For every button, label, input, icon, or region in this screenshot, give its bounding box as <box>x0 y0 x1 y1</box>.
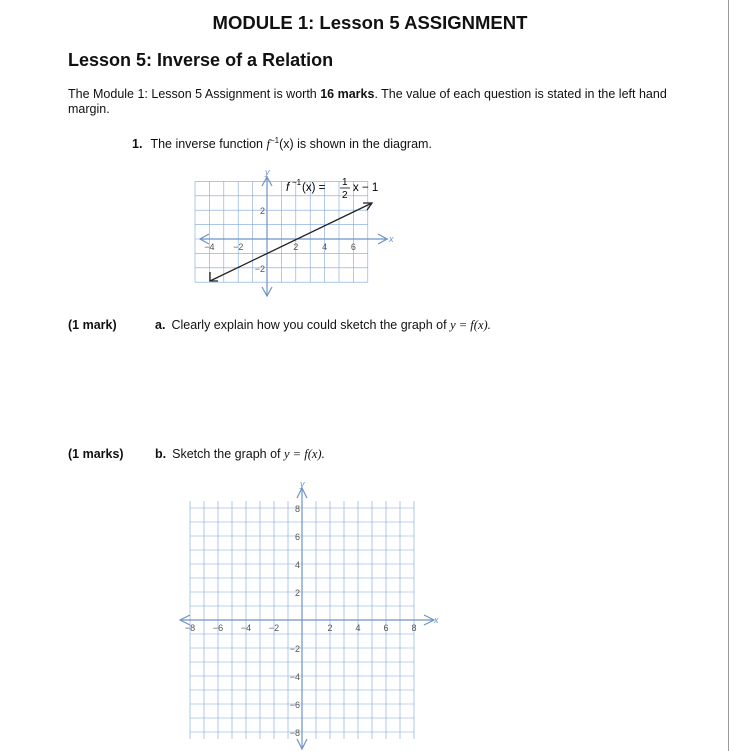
intro-text-end: . The value of each question is stated in the left hand margin. <box>68 87 667 116</box>
sketch-x-tick-label: 4 <box>355 623 361 633</box>
sketch-y-tick-label: −4 <box>289 672 300 682</box>
y-tick-label: 2 <box>259 206 265 217</box>
sketch-y-tick-label: 6 <box>294 532 300 542</box>
sketch-x-tick-label: −6 <box>212 623 224 633</box>
sketch-grid-graph <box>172 478 440 751</box>
y-tick-label: −2 <box>254 263 265 274</box>
lesson-heading: Lesson 5: Inverse of a Relation <box>68 50 334 70</box>
sketch-x-tick-label: 2 <box>327 623 333 633</box>
sketch-y-tick-label: 8 <box>294 504 300 514</box>
inverse-function-graph <box>190 166 410 302</box>
function-arg: (x) <box>279 137 294 152</box>
y-axis-label: y <box>265 167 270 177</box>
sketch-y-tick-label: −8 <box>289 728 300 738</box>
intro-text-start: The Module 1: Lesson 5 Assignment is worth <box>68 87 321 101</box>
part-b-text: Sketch the graph of <box>172 447 284 461</box>
x-tick-label: 2 <box>293 242 299 252</box>
sketch-x-axis-label: x <box>434 615 439 625</box>
sketch-y-axis-label: y <box>300 479 305 489</box>
part-a-text: Clearly explain how you could sketch the graph of <box>171 318 451 332</box>
part-a-expression: y = f(x). <box>450 318 491 332</box>
equation-label <box>286 177 378 201</box>
sketch-y-tick-label: 2 <box>294 588 300 598</box>
x-tick-label: 4 <box>322 242 328 252</box>
marks-part-a: (1 mark) <box>68 318 117 332</box>
part-b <box>155 447 325 462</box>
part-a-letter: a. <box>155 318 166 332</box>
intro-marks-total: 16 marks <box>320 87 375 101</box>
marks-part-b: (1 marks) <box>68 447 124 461</box>
sketch-y-tick-label: −2 <box>289 644 300 654</box>
document-title: MODULE 1: Lesson 5 ASSIGNMENT <box>212 12 528 33</box>
part-b-expression: y = f(x). <box>284 447 325 461</box>
sketch-y-tick-label: −6 <box>289 700 300 710</box>
sketch-x-tick-label: −4 <box>240 623 252 633</box>
equation-superscript: −1 <box>292 178 302 187</box>
sketch-x-tick-label: −8 <box>184 623 196 633</box>
fraction-numerator: 1 <box>342 177 348 188</box>
question-number: 1. <box>132 137 143 152</box>
x-tick-label: −2 <box>233 242 244 252</box>
part-b-letter: b. <box>155 447 167 461</box>
axes <box>200 176 388 296</box>
question-text-start: The inverse function <box>150 137 267 152</box>
question-text-end: is shown in the diagram. <box>293 137 432 152</box>
function-superscript: −1 <box>269 136 280 145</box>
sketch-y-tick-label: 4 <box>294 560 300 570</box>
sketch-x-tick-label: 8 <box>411 623 417 633</box>
x-tick-label: 6 <box>350 242 356 252</box>
function-symbol: f <box>266 137 270 152</box>
equation-rhs: x − 1 <box>353 182 379 194</box>
equation-f: f <box>286 182 290 194</box>
part-a <box>155 318 491 333</box>
fraction-denominator: 2 <box>342 190 348 201</box>
equation-middle: (x) = <box>302 182 326 194</box>
intro-paragraph <box>68 87 668 117</box>
question-1 <box>132 136 432 152</box>
page-border <box>728 0 729 751</box>
sketch-tick-labels <box>185 504 417 738</box>
x-axis-label: x <box>389 234 394 244</box>
x-tick-label: −4 <box>204 242 215 252</box>
sketch-x-tick-label: 6 <box>383 623 389 633</box>
tick-labels <box>204 206 356 274</box>
sketch-x-tick-label: −2 <box>268 623 280 633</box>
